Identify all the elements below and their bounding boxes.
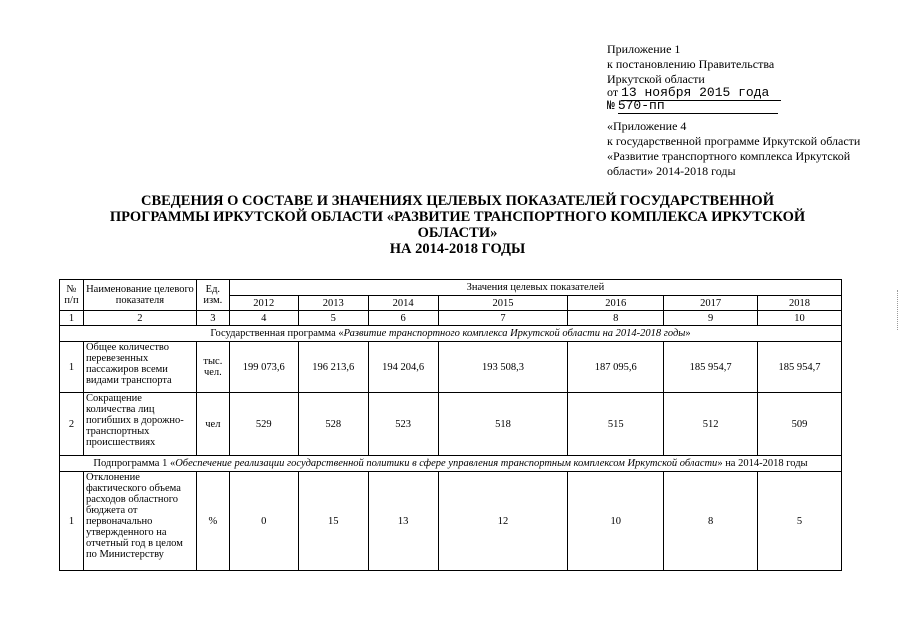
resolution-date: 13 ноября 2015 года [621, 85, 781, 101]
indicator-value: 12 [438, 472, 568, 571]
column-number: 4 [229, 311, 298, 326]
indicator-value: 10 [568, 472, 664, 571]
indicator-value: 199 073,6 [229, 342, 298, 393]
column-number: 3 [196, 311, 229, 326]
appendix-4-program-name: «Развитие транспортного комплекса Иркутской [607, 149, 851, 163]
indicator-value: 0 [229, 472, 298, 571]
indicator-value: 523 [368, 393, 438, 456]
indicator-value: 528 [298, 393, 368, 456]
title-line-3: ОБЛАСТИ» [417, 225, 498, 241]
header-values: Значения целевых показателей [229, 280, 841, 296]
appendix-4-program: к государственной программе Иркутской области [607, 134, 861, 148]
section-state-program: Государственная программа «Развитие транспортного комплекса Иркутской области на 2014-2018 годы» [60, 326, 842, 342]
header-year: 2013 [298, 296, 368, 311]
header-number: № п/п [60, 280, 84, 311]
header-year: 2015 [438, 296, 568, 311]
document-title [95, 193, 820, 257]
appendix-4-program-years: области» 2014-2018 годы [607, 164, 736, 178]
indicator-unit: % [196, 472, 229, 571]
indicator-unit: чел [196, 393, 229, 456]
indicator-name: Сокращение количества лиц погибших в дорожно-транспортных происшествиях [83, 393, 196, 456]
indicator-value: 13 [368, 472, 438, 571]
table-row [60, 472, 842, 571]
section-subprogram-row [60, 456, 842, 472]
row-number: 1 [60, 342, 84, 393]
column-number: 9 [664, 311, 758, 326]
appendix-1-title: Приложение 1 [607, 42, 681, 56]
header-year: 2014 [368, 296, 438, 311]
indicator-value: 518 [438, 393, 568, 456]
header-year: 2016 [568, 296, 664, 311]
column-number: 1 [60, 311, 84, 326]
header-year: 2017 [664, 296, 758, 311]
appendix-1-region: Иркутской области [607, 72, 705, 86]
header-year: 2012 [229, 296, 298, 311]
indicator-unit: тыс. чел. [196, 342, 229, 393]
column-number: 5 [298, 311, 368, 326]
scan-edge-mark [897, 290, 901, 330]
section-subprogram-1: Подпрограмма 1 «Обеспечение реализации государственной политики в сфере управления транспортным комплексом Иркутской области» на 2014-2018 годы [60, 456, 842, 472]
header-year: 2018 [758, 296, 842, 311]
row-number: 2 [60, 393, 84, 456]
header-unit: Ед. изм. [196, 280, 229, 311]
indicator-value: 512 [664, 393, 758, 456]
table-row [60, 393, 842, 456]
column-number: 10 [758, 311, 842, 326]
appendix-4-title: «Приложение 4 [607, 119, 687, 133]
indicator-value: 185 954,7 [758, 342, 842, 393]
appendix-4-header [607, 119, 897, 179]
title-line-1: СВЕДЕНИЯ О СОСТАВЕ И ЗНАЧЕНИЯХ ЦЕЛЕВЫХ ПОКАЗАТЕЛЕЙ ГОСУДАРСТВЕННОЙ [140, 193, 774, 209]
indicator-value: 5 [758, 472, 842, 571]
indicator-name: Общее количество перевезенных пассажиров всеми видами транспорта [83, 342, 196, 393]
row-number: 1 [60, 472, 84, 571]
appendix-1-resolution: к постановлению Правительства [607, 57, 775, 71]
indicator-value: 8 [664, 472, 758, 571]
date-prefix: от [607, 85, 619, 99]
column-number: 6 [368, 311, 438, 326]
column-number-row [60, 311, 842, 326]
column-number: 7 [438, 311, 568, 326]
indicator-value: 509 [758, 393, 842, 456]
resolution-number: 570-пп [618, 98, 778, 114]
indicator-value: 185 954,7 [664, 342, 758, 393]
title-line-2: ПРОГРАММЫ ИРКУТСКОЙ ОБЛАСТИ «РАЗВИТИЕ ТРАНСПОРТНОГО КОМПЛЕКСА ИРКУТСКОЙ [109, 209, 806, 225]
section-state-program-row [60, 326, 842, 342]
indicator-value: 193 508,3 [438, 342, 568, 393]
indicator-value: 187 095,6 [568, 342, 664, 393]
indicator-value: 515 [568, 393, 664, 456]
indicator-value: 15 [298, 472, 368, 571]
appendix-1-header [607, 42, 781, 114]
column-number: 8 [568, 311, 664, 326]
title-line-4: НА 2014-2018 ГОДЫ [389, 241, 526, 257]
indicator-name: Отклонение фактического объема расходов областного бюджета от первоначально утвержденного на отчетный год в целом по Министерству [83, 472, 196, 571]
number-prefix: № [607, 98, 615, 113]
appendix-1-number-line [607, 98, 781, 114]
header-indicator-name: Наименование целевого показателя [83, 280, 196, 311]
table-row [60, 342, 842, 393]
indicator-value: 196 213,6 [298, 342, 368, 393]
column-number: 2 [83, 311, 196, 326]
indicator-value: 529 [229, 393, 298, 456]
indicator-value: 194 204,6 [368, 342, 438, 393]
indicators-table [59, 279, 842, 571]
